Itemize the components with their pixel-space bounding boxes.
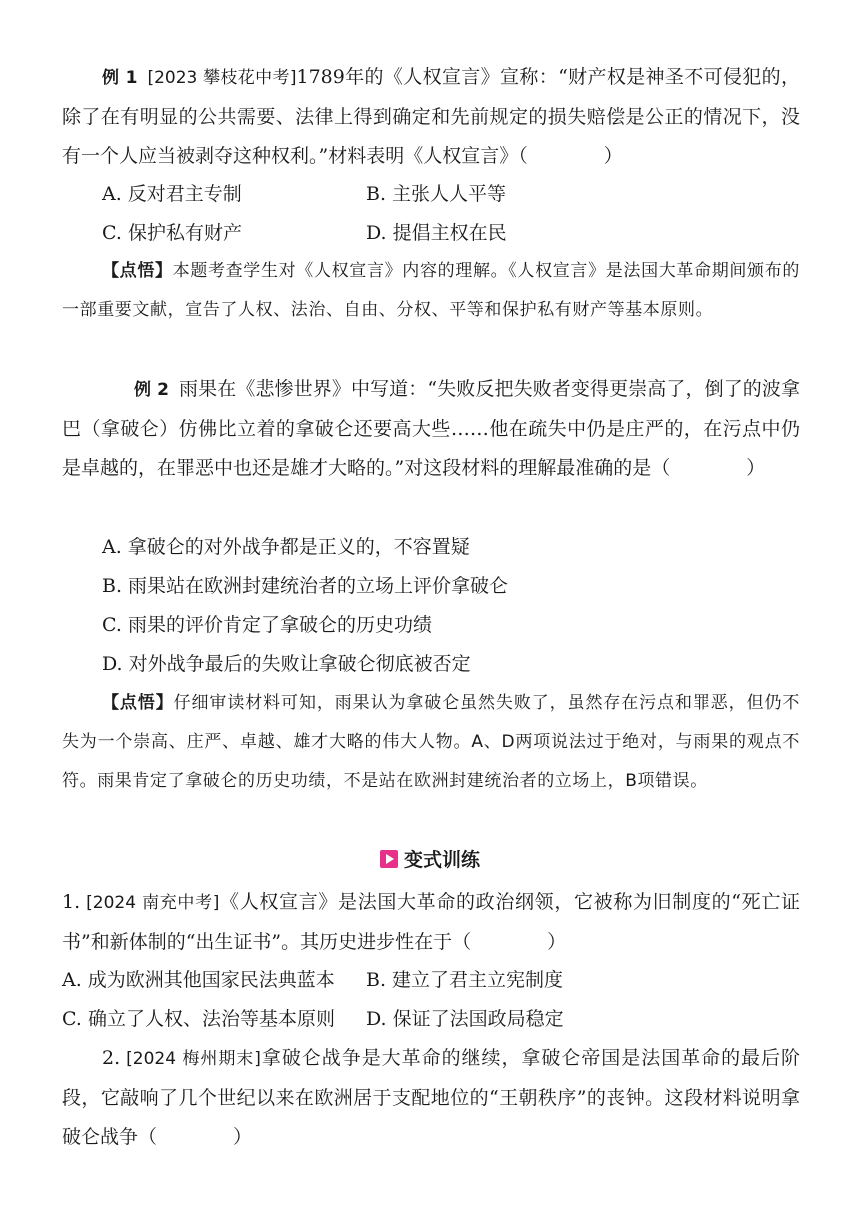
question-2-stem: [62, 1039, 800, 1157]
question-1-option-a: A. 成为欧洲其他国家民法典蓝本: [62, 969, 335, 991]
example-1-stem: [62, 58, 800, 176]
example-1-insight-text: 本题考查学生对《人权宣言》内容的理解。《人权宣言》是法国大革命期间颁布的一部重要文献，宣告了人权、法治、自由、分权、平等和保护私有财产等基本原则。: [62, 261, 800, 320]
example-2-insight-text: 仔细审读材料可知，雨果认为拿破仑虽然失败了，虽然存在污点和罪恶，但仍不失为一个崇高、庄严、卓越、雄才大略的伟大人物。A、D两项说法过于绝对，与雨果的观点不符。雨果肯定了拿破仑的历史功绩，不是站在欧洲封建统治者的立场上，B项错误。: [62, 693, 800, 791]
question-1-option-c: C. 确立了人权、法治等基本原则: [62, 1008, 335, 1030]
example-1-text: 1789年的《人权宣言》宣称：“财产权是神圣不可侵犯的，除了在有明显的公共需要、法律上得到确定和先前规定的损失赔偿是公正的情况下，没有一个人应当被剥夺这种权利。”材料表明《人权宣言》（ ）: [62, 66, 800, 167]
example-1-insight-tag: 【点悟】: [102, 261, 173, 281]
question-1-source: [2024 南充中考]: [86, 893, 220, 913]
question-2-text: 拿破仑战争是大革命的继续，拿破仑帝国是法国革命的最后阶段，它敲响了几个世纪以来在欧洲居于支配地位的“王朝秩序”的丧钟。这段材料说明拿破仑战争（ ）: [62, 1047, 800, 1148]
question-1-option-b: B. 建立了君主立宪制度: [366, 969, 564, 991]
example-1-label: 例 1: [102, 68, 138, 88]
example-1-option-a: A. 反对君主专制: [102, 183, 242, 205]
example-2-option-a: A. 拿破仑的对外战争都是正义的，不容置疑: [102, 536, 470, 558]
example-2-option-c: C. 雨果的评价肯定了拿破仑的历史功绩: [102, 614, 432, 636]
example-1-option-d: D. 提倡主权在民: [366, 222, 507, 244]
play-icon: [380, 850, 398, 868]
example-2-insight: [62, 684, 800, 801]
example-1-option-c: C. 保护私有财产: [102, 222, 242, 244]
question-1-stem: [62, 883, 800, 962]
section-title: 变式训练: [403, 849, 480, 871]
example-1-insight: [62, 252, 800, 330]
example-1-option-b: B. 主张人人平等: [366, 183, 507, 205]
question-1-text: 《人权宣言》是法国大革命的政治纲领，它被称为旧制度的“死亡证书”和新体制的“出生证书”。其历史进步性在于（ ）: [62, 891, 800, 953]
example-2-option-d: D. 对外战争最后的失败让拿破仑彻底被否定: [102, 653, 471, 675]
example-1-source: [2023 攀枝花中考]: [147, 68, 297, 88]
question-1-number: 1.: [62, 891, 81, 913]
example-2-insight-tag: 【点悟】: [102, 693, 174, 713]
question-1-option-d: D. 保证了法国政局稳定: [366, 1008, 564, 1030]
section-heading: [0, 845, 860, 875]
example-2-option-b: B. 雨果站在欧洲封建统治者的立场上评价拿破仑: [102, 575, 509, 597]
example-2-stem: [62, 370, 800, 488]
example-2-label: 例 2: [134, 380, 169, 400]
question-2-number: 2.: [102, 1047, 121, 1069]
example-2-text: 雨果在《悲惨世界》中写道：“失败反把失败者变得更崇高了，倒了的波拿巴（拿破仑）仿佛比立着的拿破仑还要高大些……他在疏失中仍是庄严的，在污点中仍是卓越的，在罪恶中也还是雄才大略的。”对这段材料的理解最准确的是（ ）: [62, 378, 800, 479]
question-2-source: [2024 梅州期末]: [126, 1049, 261, 1069]
